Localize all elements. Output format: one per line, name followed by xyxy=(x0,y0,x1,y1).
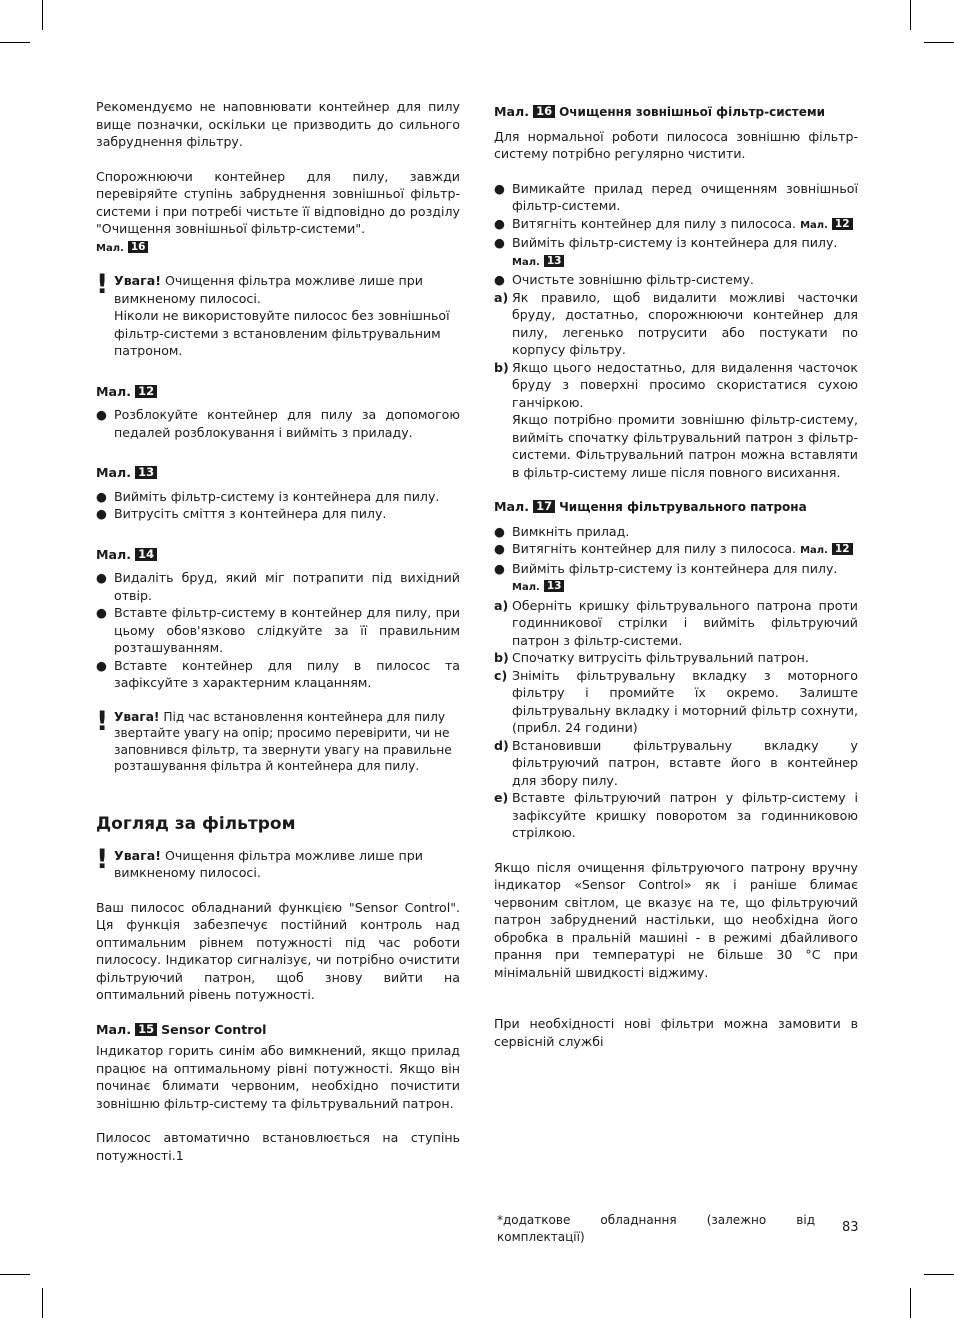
section-heading: Догляд за фільтром xyxy=(96,813,296,834)
figure-ref-prefix: Мал. xyxy=(800,219,828,231)
figure-prefix: Мал. xyxy=(96,546,132,562)
figure-prefix: Мал. xyxy=(494,104,530,119)
bullet-list xyxy=(96,569,460,692)
list-item xyxy=(494,271,858,289)
list-item xyxy=(494,180,858,215)
list-item-text: Вставте контейнер для пилу в пилосос та зафіксуйте з характерним клацанням. xyxy=(114,657,460,690)
indicator-paragraph: Індикатор горить синім або вимкнений, якщо прилад працює на оптимальному рівні потужності. Якщо він починає блимати червоним, необхідно почистити зовнішню фільтр-систему та фільтрувальний патрон. xyxy=(96,1043,460,1111)
bullet-list xyxy=(96,406,460,441)
intro-paragraph: Рекомендуємо не наповнювати контейнер для пилу вище позначки, оскільки це призводить до сильного забруднення фільтру. xyxy=(96,99,460,149)
section-paragraph: Для нормальної роботи пилососа зовнішню фільтр-систему потрібно регулярно чистити. xyxy=(494,128,858,161)
page-number: 83 xyxy=(842,1220,859,1235)
figure-number: 12 xyxy=(135,385,157,398)
step-text: Оберніть кришку фільтрувального патрона проти годинникової стрілки і вийміть фільтруючий патрон з фільтр-системи. xyxy=(512,597,858,648)
warning-text: Під час встановлення контейнера для пилу звертайте увагу на опір; просимо перевірити, чи не заповнився фільтр, та звернути увагу на правильне розташування фільтра й контейнера для пилу. xyxy=(114,709,452,773)
warning-label: Увага! xyxy=(114,847,161,863)
list-item-text: Очистьте зовнішню фільтр-систему. xyxy=(512,272,754,287)
figure-ref-number: 12 xyxy=(832,543,853,555)
step-label: a) xyxy=(494,289,509,305)
sensor-paragraph: Ваш пилосос обладнаний функцією "Sensor Control". Ця функція забезпечує постійний контроль над оптимальним рівнем потужності під час роботи пилососу. Індикатор сигналізує, чи потрібно очистити фільтруючий патрон, щоб знову вийти на оптимальний рівень потужності. xyxy=(96,899,460,1002)
figure-number: 16 xyxy=(533,105,555,118)
figure-prefix: Мал. xyxy=(96,1021,132,1037)
list-item xyxy=(494,597,858,650)
bullet-dot: ● xyxy=(494,541,505,556)
warning-block xyxy=(96,705,460,775)
list-item xyxy=(494,289,858,359)
crop-mark xyxy=(42,0,43,30)
left-column xyxy=(96,98,460,1164)
figure-ref-number: 12 xyxy=(832,218,853,230)
warning-label: Увага! xyxy=(114,709,160,724)
exclamation-warning-icon: ! xyxy=(96,705,109,737)
list-item xyxy=(96,657,460,692)
list-item-text: Вийміть фільтр-систему із контейнера для пилу. xyxy=(114,488,440,504)
figure-prefix: Мал. xyxy=(96,465,132,480)
step-label: e) xyxy=(494,790,509,805)
list-item-text: Вставте фільтр-систему в контейнер для пилу, при цьому обов'язково слідкуйте за її правильним розташуванням. xyxy=(114,605,460,655)
figure-prefix: Мал. xyxy=(96,383,132,399)
list-item xyxy=(96,505,460,523)
figure-ref-number: 16 xyxy=(128,241,149,253)
check-paragraph xyxy=(96,168,460,258)
list-item-text: Розблокуйте контейнер для пилу за допомогою педалей розблокування і вийміть з приладу. xyxy=(114,407,460,440)
warning-block xyxy=(96,843,460,882)
figure-title: Чищення фільтрувального патрона xyxy=(559,500,807,514)
bullet-dot: ● xyxy=(494,215,505,231)
exclamation-warning-icon: ! xyxy=(96,269,109,300)
bullet-dot: ● xyxy=(494,180,505,196)
list-item-text-main: Вийміть фільтр-систему із контейнера для пилу. xyxy=(512,235,838,250)
list-item xyxy=(494,540,858,560)
crop-mark xyxy=(924,1274,954,1275)
figure-number: 13 xyxy=(135,466,157,479)
figure-heading-15 xyxy=(96,1021,460,1039)
list-item-text-main: Вийміть фільтр-систему із контейнера для пилу. xyxy=(512,560,838,576)
bullet-dot: ● xyxy=(494,523,505,539)
figure-number: 17 xyxy=(533,500,555,513)
figure-title: Очищення зовнішньої фільтр-системи xyxy=(559,105,826,119)
list-item-text xyxy=(512,234,858,271)
list-item-text-main: Витягніть контейнер для пилу з пилососа. xyxy=(512,215,797,231)
list-item xyxy=(96,488,460,506)
warning-text: Очищення фільтра можливе лише при вимкненому пилососі. xyxy=(114,847,423,880)
footnote: *додаткове обладнання (залежно від комплектації) xyxy=(497,1213,815,1244)
list-item xyxy=(494,215,858,235)
list-item xyxy=(494,649,858,667)
figure-number: 15 xyxy=(135,1023,157,1036)
warning-text-2: Ніколи не використовуйте пилосос без зовнішньої фільтр-системи з встановленим фільтрувальним патроном. xyxy=(114,308,450,358)
warning-text: Очищення фільтра можливе лише при вимкненому пилососі. xyxy=(114,273,423,306)
list-item-text: Витрусіть сміття з контейнера для пилу. xyxy=(114,506,387,521)
figure-ref-prefix: Мал. xyxy=(512,582,540,593)
step-text: Зніміть фільтрувальну вкладку з моторного фільтру і промийте їх окремо. Залиште фільтрувальну вкладку і моторний фільтр сохнути, (прибл. 24 години) xyxy=(512,667,858,735)
crop-mark xyxy=(910,0,911,30)
exclamation-warning-icon: ! xyxy=(96,843,109,875)
bullet-dot: ● xyxy=(96,605,107,620)
bullet-dot: ● xyxy=(96,506,107,521)
list-item-text: Видаліть бруд, який міг потрапити під вихідний отвір. xyxy=(114,570,460,603)
order-paragraph: При необхідності нові фільтри можна замовити в сервісній службі xyxy=(494,1016,858,1049)
step-text: Як правило, щоб видалити можливі часточки бруду, достатньо, спорожнюючи контейнер для пилу, легенько потрусити або постукати по корпусу фільтру. xyxy=(512,289,858,357)
list-item xyxy=(494,234,858,271)
list-item xyxy=(494,667,858,737)
figure-ref-number: 13 xyxy=(544,580,565,592)
bullet-list xyxy=(96,488,460,523)
figure-heading-16 xyxy=(494,103,858,122)
list-item-text: Вимикайте прилад перед очищенням зовнішньої фільтр-системи. xyxy=(512,180,858,213)
bullet-dot: ● xyxy=(96,570,107,585)
step-label: c) xyxy=(494,667,508,683)
list-item-text: Вимкніть прилад. xyxy=(512,523,630,539)
list-item-text xyxy=(512,540,858,560)
list-item xyxy=(494,789,858,842)
crop-mark xyxy=(42,1288,43,1318)
warning-label: Увага! xyxy=(114,273,161,288)
list-item xyxy=(494,737,858,790)
list-item xyxy=(494,560,858,597)
bullet-dot: ● xyxy=(96,488,107,504)
step-text-extra: Якщо потрібно промити зовнішню фільтр-систему, вийміть спочатку фільтрувальний патрон з фільтр-системи. Фільтрувальний патрон можна вставляти в фільтр-систему лише після повного висихання. xyxy=(512,412,858,480)
list-item xyxy=(96,406,460,441)
right-column xyxy=(494,103,858,1050)
bullet-list xyxy=(494,523,858,842)
list-item xyxy=(494,359,858,482)
bullet-dot: ● xyxy=(96,657,107,673)
figure-ref-prefix: Мал. xyxy=(512,256,540,268)
figure-heading-17 xyxy=(494,498,858,517)
bullet-dot: ● xyxy=(494,235,505,250)
bullet-list xyxy=(494,180,858,482)
step-text: Вставте фільтруючий патрон у фільтр-систему і зафіксуйте кришку поворотом за годинниковою стрілкою. xyxy=(512,790,858,840)
list-item xyxy=(96,604,460,657)
step-label: b) xyxy=(494,650,509,665)
warning-block xyxy=(96,269,460,360)
crop-mark xyxy=(924,42,954,43)
auto-paragraph: Пилосос автоматично встановлюється на ступінь потужності.1 xyxy=(96,1130,460,1163)
bullet-dot: ● xyxy=(96,407,107,422)
figure-heading-13 xyxy=(96,464,460,482)
step-text: Спочатку витрусіть фільтрувальний патрон. xyxy=(512,650,809,665)
list-item xyxy=(494,523,858,541)
step-text xyxy=(512,359,858,482)
step-label: d) xyxy=(494,737,509,753)
step-text-main: Якщо цього недостатньо, для видалення часточок бруду з поверхні просимо скористатися сухою ганчіркою. xyxy=(512,359,858,410)
figure-heading-14 xyxy=(96,546,460,564)
figure-heading-12 xyxy=(96,383,460,401)
figure-ref-number: 13 xyxy=(544,255,565,267)
list-item-text xyxy=(512,215,858,235)
figure-ref-prefix: Мал. xyxy=(96,242,124,254)
crop-mark xyxy=(910,1288,911,1318)
list-item xyxy=(96,569,460,604)
crop-mark xyxy=(0,42,30,43)
wash-paragraph: Якщо після очищення фільтруючого патрону вручну індикатор «Sensor Control» як і раніше блимає червоним світлом, це вказує на те, що фільтруючий патрон забруднений настільки, що необхідна його обробка в пральній машині - в режимі дбайливого прання при температурі не більше 30 °C при мінімальній швидкості віджиму. xyxy=(494,859,858,980)
step-label: a) xyxy=(494,597,509,613)
figure-title: Sensor Control xyxy=(161,1021,267,1037)
figure-ref-prefix: Мал. xyxy=(800,545,828,556)
figure-prefix: Мал. xyxy=(494,499,530,514)
list-item-text xyxy=(512,560,858,597)
step-text: Встановивши фільтрувальну вкладку у фільтруючий патрон, вставте його в контейнер для збору пилу. xyxy=(512,737,858,788)
bullet-dot: ● xyxy=(494,560,505,576)
crop-mark xyxy=(0,1274,30,1275)
bullet-dot: ● xyxy=(494,272,505,287)
list-item-text-main: Витягніть контейнер для пилу з пилососа. xyxy=(512,541,797,556)
figure-number: 14 xyxy=(135,548,157,561)
step-label: b) xyxy=(494,359,509,375)
check-paragraph-text: Спорожнюючи контейнер для пилу, завжди перевіряйте ступінь забруднення зовнішньої фільтр-системи і при потребі чистьте її відповідно до розділу "Очищення зовнішньої фільтр-системи". xyxy=(96,168,460,236)
